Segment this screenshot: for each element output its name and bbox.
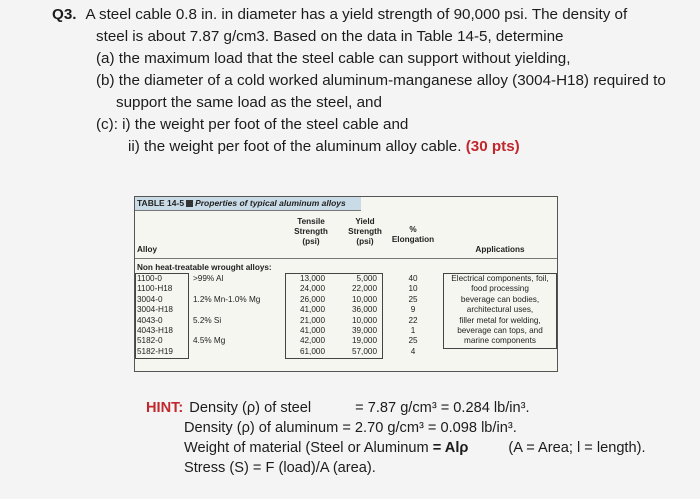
hint-density-steel-value: = 7.87 g/cm³ = 0.284 lb/in³. bbox=[355, 400, 530, 416]
table-cell-alloy: 3004-0 bbox=[137, 294, 163, 304]
header-applications: Applications bbox=[475, 245, 525, 254]
table-cell-elongation: 9 bbox=[410, 305, 416, 315]
table-cell-application: architectural uses, bbox=[466, 305, 534, 315]
hint-line-4-row bbox=[146, 458, 530, 478]
table-cell-alloy: 1100-0 bbox=[137, 274, 162, 283]
table-cell-tensile: 42,000 bbox=[299, 336, 325, 346]
hint-block bbox=[146, 398, 646, 478]
table-cell-elongation: 10 bbox=[408, 284, 418, 294]
square-bullet-icon bbox=[186, 200, 193, 207]
aluminum-alloys-table bbox=[134, 196, 558, 372]
table-cell-elongation: 1 bbox=[410, 326, 416, 336]
elongation-column bbox=[393, 274, 433, 357]
table-number: TABLE 14-5 bbox=[137, 198, 185, 208]
table-cell-elongation: 25 bbox=[408, 294, 418, 304]
hint-weight-prefix: Weight of material (Steel or Aluminum bbox=[184, 440, 429, 456]
table-cell-tensile: 13,000 bbox=[299, 274, 325, 283]
header-alloy: Alloy bbox=[137, 245, 158, 254]
hint-density-aluminum: Density (ρ) of aluminum = 2.70 g/cm³ = 0.098 lb/in³. bbox=[184, 420, 517, 436]
table-cell-composition: 4.5% Mg bbox=[193, 336, 226, 346]
table-cell-alloy: 5182-0 bbox=[137, 336, 163, 346]
question-part-c-ii-text: ii) the weight per foot of the aluminum alloy cable. bbox=[128, 138, 462, 155]
table-cell-tensile: 61,000 bbox=[299, 346, 325, 356]
table-cell-application: Electrical components, foil, bbox=[451, 274, 549, 283]
table-cell-tensile: 41,000 bbox=[299, 305, 325, 315]
alloy-highlight-box bbox=[135, 273, 189, 359]
table-cell-application: food processing bbox=[471, 284, 529, 294]
question-line-1 bbox=[52, 4, 692, 26]
hint-line-3-row bbox=[146, 438, 646, 458]
hint-density-steel-label: Density (ρ) of steel bbox=[189, 400, 312, 416]
table-cell-yield: 22,000 bbox=[351, 284, 377, 294]
table-cell-application: marine components bbox=[464, 336, 536, 346]
question-part-b-cont: support the same load as the steel, and bbox=[116, 94, 382, 111]
table-cell-elongation: 22 bbox=[408, 315, 418, 325]
table-cell-tensile: 26,000 bbox=[299, 294, 325, 304]
hint-weight-formula-expr: = Alρ bbox=[432, 440, 469, 456]
header-rule bbox=[135, 258, 557, 259]
hint-line-1 bbox=[146, 398, 530, 418]
table-cell-yield: 10,000 bbox=[351, 315, 377, 325]
table-cell-application: beverage can tops, and bbox=[457, 326, 543, 336]
table-cell-elongation: 4 bbox=[410, 346, 416, 356]
table-cell-alloy: 4043-0 bbox=[137, 315, 163, 325]
table-cell-yield: 36,000 bbox=[351, 305, 377, 315]
header-tensile-line2: Strength bbox=[294, 227, 328, 236]
table-cell-composition: 5.2% Si bbox=[193, 315, 222, 325]
composition-column bbox=[193, 274, 260, 347]
hint-weight-note: (A = Area; l = length). bbox=[508, 440, 646, 456]
points-label: (30 pts) bbox=[465, 138, 520, 155]
hint-line-2-row bbox=[146, 418, 530, 438]
table-cell-alloy: 1100-H18 bbox=[137, 284, 173, 294]
hint-label: HINT: bbox=[146, 400, 184, 416]
strength-highlight-box bbox=[285, 273, 383, 359]
header-tensile-line3: (psi) bbox=[302, 237, 320, 246]
table-cell-composition: >99% Al bbox=[193, 274, 224, 283]
question-part-c-ii bbox=[52, 136, 692, 158]
table-cell-alloy: 5182-H19 bbox=[137, 346, 173, 356]
group-label: Non heat-treatable wrought alloys: bbox=[137, 263, 272, 272]
table-cell-yield: 5,000 bbox=[356, 274, 377, 283]
table-cell-alloy: 4043-H18 bbox=[137, 326, 173, 336]
question-part-c-i: (c): i) the weight per foot of the steel cable and bbox=[96, 116, 409, 133]
question-text-1: A steel cable 0.8 in. in diameter has a yield strength of 90,000 psi. The density of bbox=[85, 6, 628, 23]
applications-highlight-box bbox=[443, 273, 557, 349]
header-elongation-line2: Elongation bbox=[391, 235, 435, 244]
table-cell-yield: 39,000 bbox=[351, 326, 377, 336]
header-elongation bbox=[383, 225, 443, 245]
question-part-a: (a) the maximum load that the steel cable can support without yielding, bbox=[96, 50, 571, 67]
header-yield-line2: Strength bbox=[348, 227, 382, 236]
hint-stress-formula: Stress (S) = F (load)/A (area). bbox=[184, 460, 376, 476]
table-cell-yield: 19,000 bbox=[351, 336, 377, 346]
question-part-b: (b) the diameter of a cold worked aluminum-manganese alloy (3004-H18) required to bbox=[96, 72, 666, 89]
table-title bbox=[135, 197, 361, 211]
table-cell-composition: 1.2% Mn-1.0% Mg bbox=[193, 294, 261, 304]
question-number: Q3. bbox=[52, 6, 77, 23]
table-title-text: Properties of typical aluminum alloys bbox=[195, 198, 346, 208]
table-cell-application: beverage can bodies, bbox=[460, 294, 540, 304]
table-cell-elongation: 40 bbox=[408, 274, 418, 283]
question-block bbox=[52, 4, 692, 158]
table-cell-yield: 10,000 bbox=[351, 294, 377, 304]
table-cell-tensile: 21,000 bbox=[299, 315, 325, 325]
header-tensile bbox=[285, 217, 337, 247]
header-elongation-line1: % bbox=[409, 225, 417, 234]
header-tensile-line1: Tensile bbox=[297, 217, 325, 226]
table-cell-elongation: 25 bbox=[408, 336, 418, 346]
header-yield-line1: Yield bbox=[355, 217, 375, 226]
table-cell-alloy: 3004-H18 bbox=[137, 305, 173, 315]
table-cell-tensile: 41,000 bbox=[299, 326, 325, 336]
question-line-2: steel is about 7.87 g/cm3. Based on the data in Table 14-5, determine bbox=[96, 28, 564, 45]
table-cell-application: filler metal for welding, bbox=[459, 315, 541, 325]
table-cell-tensile: 24,000 bbox=[299, 284, 325, 294]
table-cell-yield: 57,000 bbox=[351, 346, 377, 356]
hint-weight-formula bbox=[184, 438, 646, 458]
header-yield-line3: (psi) bbox=[356, 237, 374, 246]
